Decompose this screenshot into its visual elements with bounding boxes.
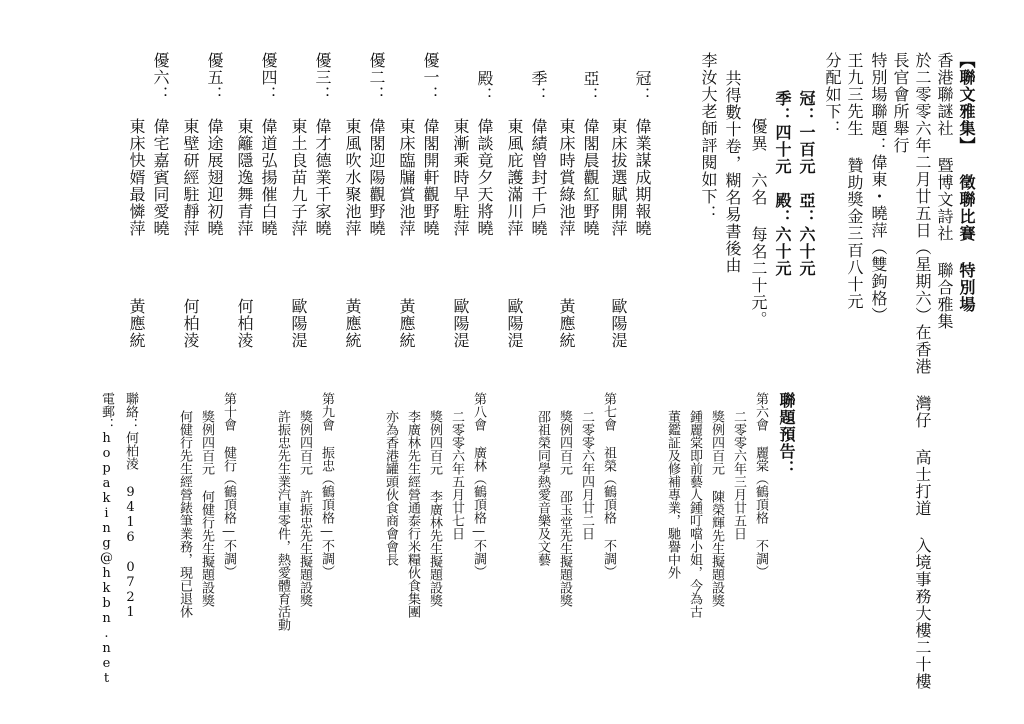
preview-item-sponsor: 獎例四百元 李廣林先生擬題設獎 [427,410,442,607]
prize-row-1: 冠：一百元 亞：六十元 [797,90,816,277]
document-title: 【聯文雅集】 徵聯比賽 特別場 [957,52,976,313]
result-line-1: 偉道弘揚催白曉 [259,118,278,237]
result-rank: 優一： [421,52,440,103]
result-line-2: 東風吹水聚池萍 [343,118,362,237]
result-author: 歐陽湜 [289,298,308,349]
result-line-1: 偉才德業千家曉 [313,118,332,237]
result-line-2: 東床臨牖賞池萍 [397,118,416,237]
result-line-2: 東床拔選賦開萍 [609,118,628,237]
preview-item-sponsor: 獎例四百元 陳榮輝先生擬題設獎 [709,410,724,607]
result-line-2: 東風庇護滿川萍 [505,118,524,237]
preview-item-date: 二零零六年三月廿五日 [731,410,746,540]
preview-item-note: 何健行先生經營錶筆業務，現已退休 [177,410,192,618]
result-author: 黃應統 [557,298,576,349]
preview-item-sponsor: 獎例四百元 許振忠先生擬題設獎 [297,410,312,607]
result-author: 何柏淩 [235,298,254,349]
preview-item-sponsor: 獎例四百元 何健行先生擬題設獎 [199,410,214,607]
result-rank: 優二： [367,52,386,103]
preview-item-title: 第七會 祖榮（鶴頂格 不調） [601,392,616,578]
result-line-1: 偉途展翅迎初曉 [205,118,224,237]
preview-item-note: 董鑑証及修補專業，馳譽中外 [665,410,680,579]
result-author: 何柏淩 [181,298,200,349]
preview-item-sponsor: 獎例四百元 邵玉堂先生擬題設獎 [557,410,572,607]
result-line-2: 東漸乘時早駐萍 [451,118,470,237]
result-line-2: 東籬隱逸舞青萍 [235,118,254,237]
result-rank: 優四： [259,52,278,103]
result-line-2: 東床快婿最憐萍 [127,118,146,237]
preview-item-date: 二零零六年四月廿二日 [579,410,594,540]
preview-item-title: 第六會 麗棠（鶴頂格 不調） [753,392,768,578]
result-line-1: 偉閣晨觀紅野曉 [581,118,600,237]
preview-item-note: 邵祖榮同學熱愛音樂及文藝 [535,410,550,566]
contact-email: 電郵：hopaking@hkbn.net [99,392,114,686]
result-line-1: 偉談竟夕天將曉 [475,118,494,237]
preview-item-note: 亦為香港罐頭伙食商會會長 [383,410,398,566]
preview-heading: 聯題預告： [777,392,796,477]
preview-item-note: 許振忠先生業汽車零件，熱愛體育活動 [275,410,290,631]
result-rank: 優六： [151,52,170,103]
result-author: 歐陽湜 [505,298,524,349]
prize-row-2: 季：四十元 殿：六十元 [773,90,792,277]
result-rank: 殿： [475,70,494,104]
contact-phone: 聯絡：何柏淩 9416 0721 [123,392,138,620]
result-line-1: 偉業謀成期報曉 [633,118,652,237]
result-rank: 優三： [313,52,332,103]
prize-row-3: 優異 六名 每名二十元。 [749,118,768,328]
venue-line: 長官會所舉行 [891,52,910,154]
preview-item-date: 二零零六年五月廿七日 [449,410,464,540]
preview-item-title: 第九會 振忠（鶴頂格—不調） [319,392,334,578]
result-author: 歐陽湜 [609,298,628,349]
date-venue-line: 於二零零六年二月廿五日（星期六）在香港 灣仔 高士打道 入境事務大樓二十樓 [913,52,932,690]
result-line-1: 偉宅嘉賓同愛曉 [151,118,170,237]
result-line-1: 偉績曾封千戶曉 [529,118,548,237]
organizer-line: 香港聯謎社 暨博文詩社 聯合雅集 [935,52,954,330]
result-author: 黃應統 [127,298,146,349]
distribution-line: 分配如下： [823,52,842,137]
preview-item-note: 李廣林先生經營通泰行米糧伙食集團 [405,410,420,618]
result-author: 黃應統 [343,298,362,349]
closing-line-1: 共得數十卷，糊名易書後由 [723,70,742,274]
result-line-1: 偉閣開軒觀野曉 [421,118,440,237]
preview-item-note: 鍾麗棠即前藝人鍾叮噹小姐，今為古 [687,410,702,618]
result-line-2: 東土良苗九子萍 [289,118,308,237]
result-author: 黃應統 [397,298,416,349]
result-author: 歐陽湜 [451,298,470,349]
result-rank: 優五： [205,52,224,103]
result-rank: 冠： [633,70,652,104]
result-line-2: 東壁研經駐靜萍 [181,118,200,237]
preview-item-title: 第八會 廣林（鶴頂格—不調） [471,392,486,578]
result-rank: 季： [529,70,548,104]
result-rank: 亞： [581,70,600,104]
special-topic-line: 特別場聯題：偉東・曉萍（雙鉤格） [869,52,888,324]
result-line-1: 偉閣迎陽觀野曉 [367,118,386,237]
closing-line-2: 李汝大老師評閱如下： [699,52,718,222]
result-line-2: 東床時賞綠池萍 [557,118,576,237]
preview-item-title: 第十會 健行（鶴頂格—不調） [221,392,236,578]
sponsor-line: 王九三先生 贊助獎金三百八十元 [845,52,864,310]
